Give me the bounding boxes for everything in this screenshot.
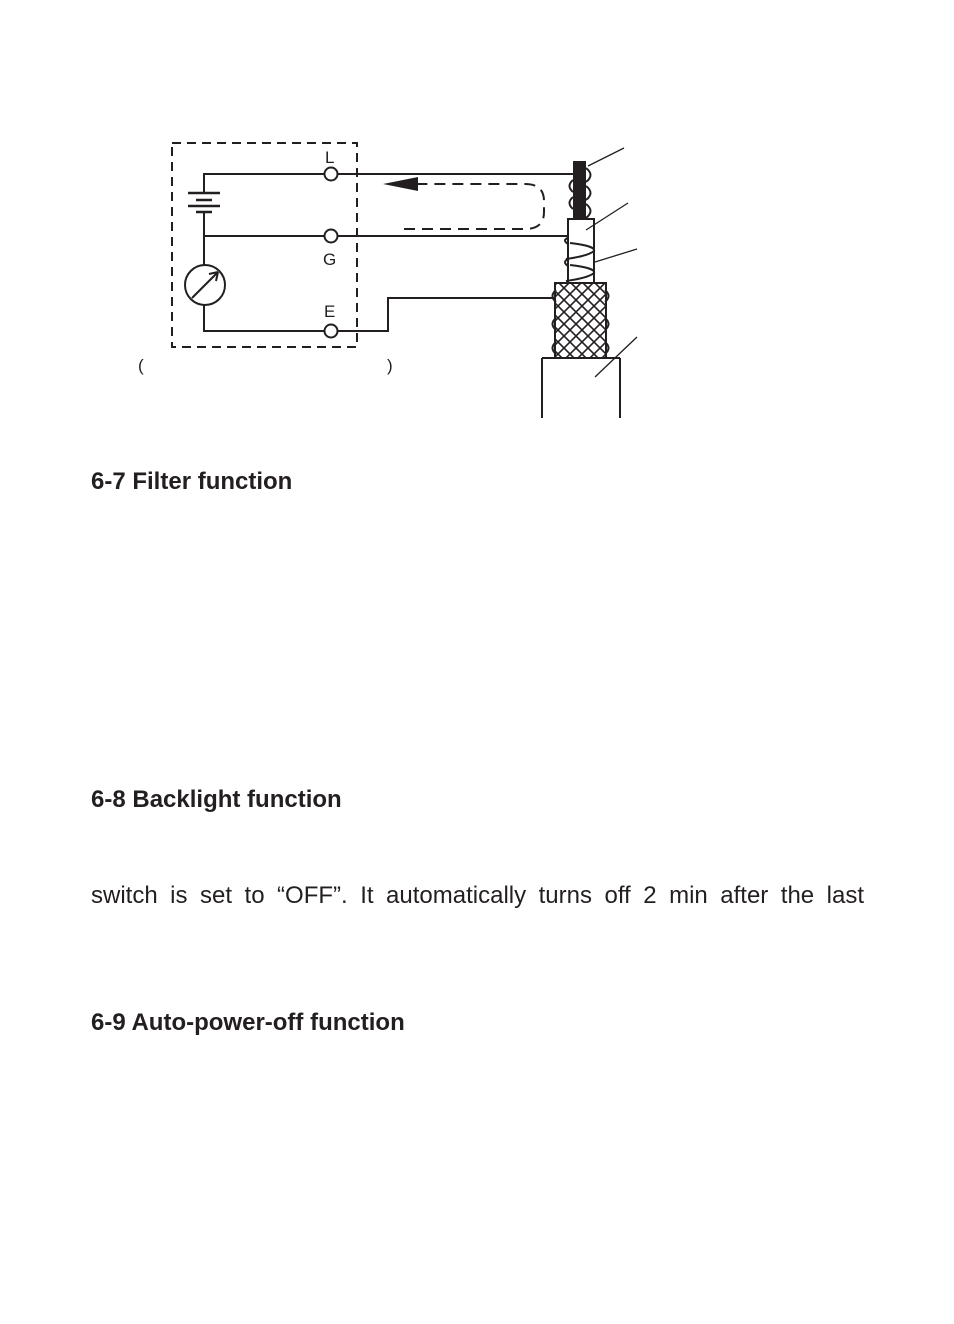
terminal-l-label: L — [325, 148, 335, 167]
paren-close: ) — [387, 356, 393, 375]
auto-power-off-heading: 6-9 Auto-power-off function — [91, 1009, 405, 1036]
battery-icon — [188, 193, 220, 212]
backlight-heading: 6-8 Backlight function — [91, 786, 342, 813]
terminal-e-icon — [325, 325, 338, 338]
guard-terminal-wiring-diagram — [0, 0, 954, 440]
terminal-e-label: E — [324, 302, 336, 321]
paren-open: ( — [138, 356, 144, 375]
arrow-left-icon — [383, 177, 418, 191]
terminal-l-icon — [325, 168, 338, 181]
leakage-path — [404, 184, 544, 229]
internal-wiring — [204, 174, 324, 331]
meter-icon — [185, 265, 225, 305]
cable-illustration — [542, 161, 620, 418]
terminal-g-label: G — [323, 250, 337, 269]
terminal-g-icon — [325, 230, 338, 243]
external-leads — [338, 174, 574, 331]
backlight-text-line: switch is set to “OFF”. It automatically turns off 2 min after the last — [91, 882, 864, 909]
filter-heading: 6-7 Filter function — [91, 468, 293, 495]
